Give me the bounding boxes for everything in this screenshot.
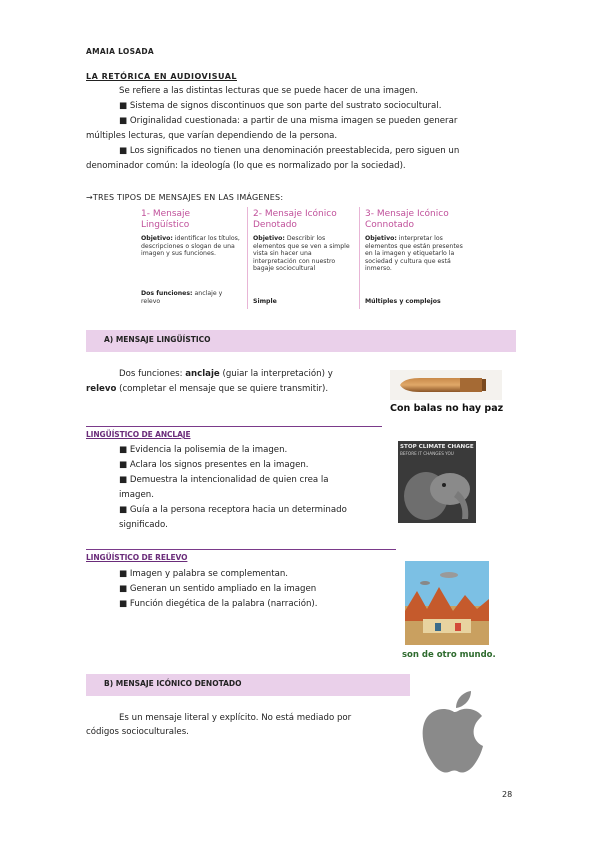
type-objective: Objetivo: interpretar los elementos que están presentes en la imagen y etiquetarlo la sociedad y cultura que está inmerso. (365, 235, 463, 273)
section-a-label: A) MENSAJE LINGÜÍSTICO (104, 335, 211, 344)
section-b-text: códigos socioculturales. (86, 727, 189, 737)
column-divider (247, 207, 248, 309)
anclaje-title: LINGÜÍSTICO DE ANCLAJE (86, 430, 191, 439)
type-title: 1- Mensaje Lingüístico (141, 209, 191, 230)
type-footer: Dos funciones: anclaje y relevo (141, 290, 223, 305)
poster-text: BEFORE IT CHANGES YOU (400, 451, 454, 456)
type-footer: Múltiples y complejos (365, 298, 441, 305)
landscape-illustration-icon (405, 561, 489, 645)
elephant-face-icon (398, 441, 476, 523)
anclaje-item: ■ Evidencia la polisemia de la imagen. (119, 445, 288, 455)
relevo-item: ■ Función diegética de la palabra (narración). (119, 599, 318, 609)
relevo-title: LINGÜÍSTICO DE RELEVO (86, 553, 188, 562)
anclaje-item: ■ Guía a la persona receptora hacia un determinado (119, 505, 347, 515)
section-title: LA RETÓRICA EN AUDIOVISUAL (86, 72, 237, 81)
intro-bullet: ■ Sistema de signos discontinuos que son parte del sustrato sociocultural. (119, 101, 442, 111)
relevo-item: ■ Generan un sentido ampliado en la imagen (119, 584, 317, 594)
bullet-caption: Con balas no hay paz (390, 403, 504, 414)
type-title: 2- Mensaje Icónico Denotado (253, 209, 337, 230)
anclaje-item: ■ Demuestra la intencionalidad de quien crea la (119, 475, 329, 485)
relevo-rule (86, 549, 396, 550)
section-a-band (86, 330, 516, 352)
intro-bullet: ■ Originalidad cuestionada: a partir de una misma imagen se pueden generar (119, 116, 458, 126)
type-title: 3- Mensaje Icónico Connotado (365, 209, 449, 230)
alien-caption: son de otro mundo. (402, 650, 496, 660)
apple-logo-icon (418, 690, 490, 776)
type-column-denoted (253, 209, 355, 305)
type-objective: Objetivo: Describir los elementos que se ven a simple vista sin hacer una interpretación con nuestro bagaje sociocultural (253, 235, 350, 273)
types-heading: →TRES TIPOS DE MENSAJES EN LAS IMÁGENES: (86, 193, 284, 202)
header-author: AMAIA LOSADA (86, 47, 155, 56)
column-divider (359, 207, 360, 309)
section-b-text: Es un mensaje literal y explícito. No está mediado por (119, 713, 352, 723)
type-footer: Simple (253, 298, 277, 305)
anclaje-item: ■ Aclara los signos presentes en la imagen. (119, 460, 309, 470)
section-a-text: Dos funciones: anclaje (guiar la interpretación) y (119, 369, 333, 379)
intro-bullet: ■ Los significados no tienen una denominación preestablecida, pero siguen un (119, 146, 460, 156)
anclaje-item-cont: significado. (119, 520, 168, 530)
section-b-label: B) MENSAJE ICÓNICO DENOTADO (104, 679, 242, 688)
page-number: 28 (502, 790, 513, 799)
bullet-image (390, 370, 502, 400)
intro-bullet-cont: múltiples lecturas, que varían dependiendo de la persona. (86, 131, 338, 141)
type-objective: Objetivo: identificar los títulos, descripciones o slogan de una imagen y sus funciones. (141, 235, 240, 258)
type-column-connoted (365, 209, 467, 305)
bullet-icon (390, 370, 502, 400)
anclaje-rule (86, 426, 382, 427)
intro-bullet-cont: denominador común: la ideología (lo que es normalizado por la sociedad). (86, 161, 406, 171)
alien-landscape-image (405, 561, 489, 645)
type-column-linguistic (141, 209, 243, 305)
anclaje-item-cont: imagen. (119, 490, 154, 500)
climate-poster-image (398, 441, 476, 523)
relevo-item: ■ Imagen y palabra se complementan. (119, 569, 289, 579)
section-b-band (86, 674, 410, 696)
poster-text: STOP CLIMATE CHANGE (400, 444, 474, 450)
section-a-text: relevo (completar el mensaje que se quiere transmitir). (86, 384, 329, 394)
intro-line: Se refiere a las distintas lecturas que se puede hacer de una imagen. (119, 86, 419, 96)
